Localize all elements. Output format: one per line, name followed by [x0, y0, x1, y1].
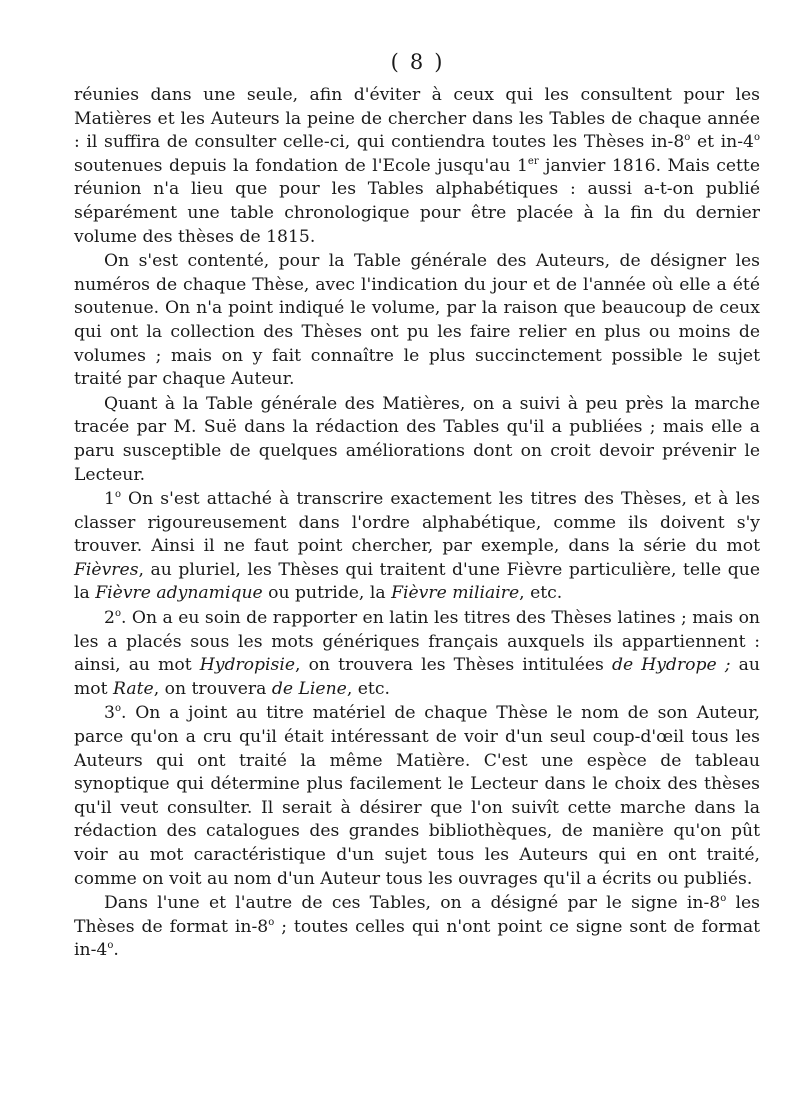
text-segment: , etc. [346, 678, 390, 699]
paragraph [74, 607, 760, 701]
italic-text: Fièvre adynamique [95, 583, 263, 604]
text-segment: janvier 1816. Mais cette réunion n'a lieu que pour les Tables alphabétiques : aussi a-t-on publié séparément une table chronologique pour être placée à la fin du dernier volume des thèses de 1815. [74, 155, 760, 247]
text-segment: , on trouvera les Thèses intitulées [295, 655, 612, 676]
text-segment: réunies dans une seule, afin d'éviter à ceux qui les consultent pour les Matières et les Auteurs la peine de chercher dans les Tables de chaque année : il suffira de consulter celle-ci, qui contiendra toutes les Thèses in-8 [74, 85, 760, 153]
paragraph [74, 892, 760, 963]
text-segment: ou putride, la [262, 583, 392, 604]
superscript-text: o [720, 893, 727, 905]
text-segment: soutenues depuis la fondation de l'Ecole jusqu'au 1 [74, 155, 528, 176]
paragraph [74, 84, 760, 249]
text-segment: Dans l'une et l'autre de ces Tables, on a désigné par le signe in-8 [104, 893, 721, 914]
text-segment: . On a joint au titre matériel de chaque Thèse le nom de son Auteur, parce qu'on a cru qu'il était intéressant de voir d'un seul coup-d'œil tous les Auteurs qui ont traité la même Matière. C'est une espèce de tableau synoptique qui détermine plus facilement le Lecteur dans le choix des thèses qu'il veut consulter. Il serait à désirer que l'on suivît cette marche dans la rédaction des catalogues des grandes bibliothèques, de manière qu'on pût voir au mot caractéristique d'un sujet tous les Auteurs qui en ont traité, comme on voit au nom d'un Auteur tous les ouvrages qu'il a écrits ou publiés. [74, 703, 760, 889]
text-segment: , au pluriel, les Thèses qui traitent d'une Fièvre particulière, telle que la [74, 559, 760, 604]
page-number-value: 8 [409, 50, 425, 74]
paragraph [74, 250, 760, 392]
text-segment: au mot [74, 655, 760, 699]
paragraph [74, 488, 760, 606]
body-text [74, 84, 760, 963]
superscript-text: o [107, 940, 114, 952]
italic-text: Hydropisie [199, 655, 296, 676]
text-segment: 2 [104, 608, 115, 629]
text-segment: 1 [104, 489, 115, 510]
text-segment: . On a eu soin de rapporter en latin les titres des Thèses latines ; mais on les a placés sous les mots génériques français auxquels ils appartiennent : ainsi, au mot [74, 608, 760, 676]
text-segment: . [113, 940, 119, 961]
superscript-text: er [527, 155, 539, 167]
italic-text: de Hydrope ; [611, 655, 731, 676]
superscript-text: o [114, 489, 121, 501]
text-segment: 3 [104, 703, 115, 724]
text-segment: On s'est contenté, pour la Table générale des Auteurs, de désigner les numéros de chaque Thèse, avec l'indication du jour et de l'année où elle a été soutenue. On n'a point indiqué le volume, par la raison que beaucoup de ceux qui ont la collection des Thèses ont pu les faire relier en plus ou moins de volumes ; mais on y fait connaître le plus succinctement possible le sujet traité par chaque Auteur. [74, 251, 760, 390]
text-segment: , etc. [519, 583, 563, 604]
superscript-text: o [114, 608, 121, 620]
text-segment: , on trouvera [153, 678, 272, 699]
text-segment: les Thèses de format in-8 [74, 893, 760, 937]
text-segment: On s'est attaché à transcrire exactement les titres des Thèses, et à les classer rigoureusement dans l'ordre alphabétique, comme ils doivent s'y trouver. Ainsi il ne faut point chercher, par exemple, dans la série du mot [74, 489, 760, 557]
italic-text: de Liene [271, 678, 347, 699]
superscript-text: o [268, 916, 275, 928]
text-segment: et in-4 [690, 132, 754, 153]
text-segment: ; toutes celles qui n'ont point ce signe sont de format in-4 [74, 916, 760, 961]
page-number: ( 8 ) [390, 50, 444, 74]
paragraph [74, 702, 760, 891]
superscript-text: o [753, 132, 760, 144]
superscript-text: o [114, 703, 121, 715]
italic-text: Rate [113, 678, 154, 699]
superscript-text: o [684, 132, 691, 144]
italic-text: Fièvre miliaire [391, 583, 520, 604]
paragraph [74, 393, 760, 487]
text-segment: Quant à la Table générale des Matières, on a suivi à peu près la marche tracée par M. Suë dans la rédaction des Tables qu'il a publiées ; mais elle a paru susceptible de quelques améliorations dont on croit devoir prévenir le Lecteur. [74, 393, 760, 485]
italic-text: Fièvres [74, 559, 139, 580]
